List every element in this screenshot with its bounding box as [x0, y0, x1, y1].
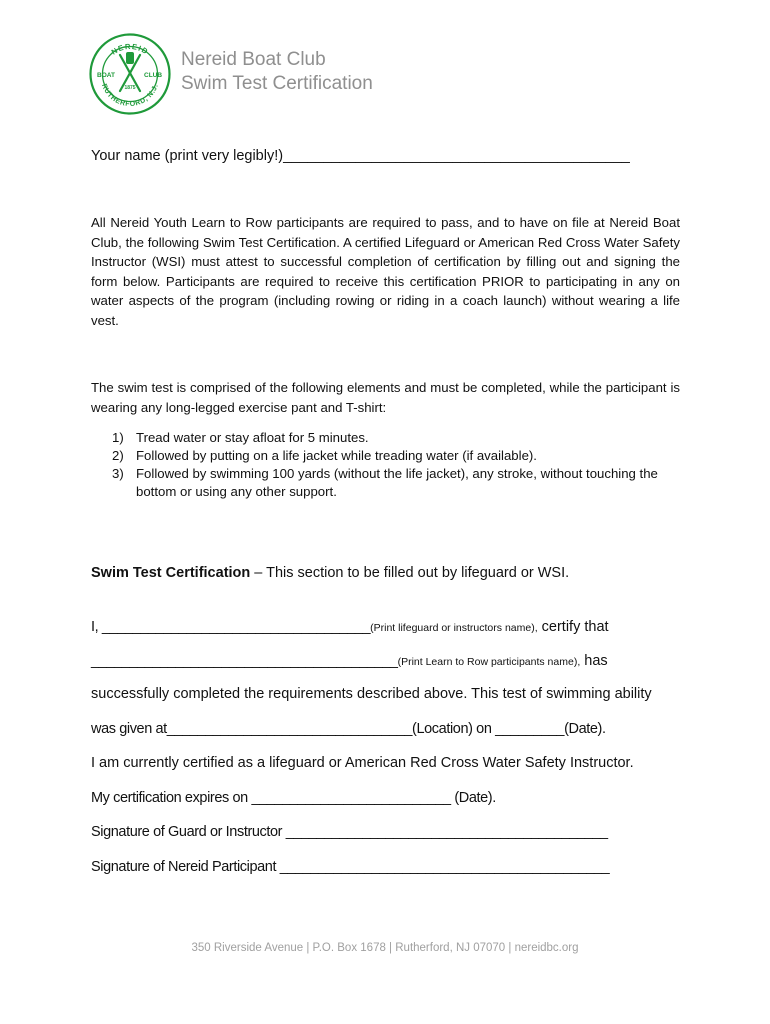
- location-date-line: was given at________________________________(Location) on _________(Date).: [91, 721, 606, 737]
- step-number: 2): [112, 448, 124, 463]
- step-text: Followed by putting on a life jacket while treading water (if available).: [136, 448, 537, 463]
- participant-signature-line: Signature of Nereid Participant ___________________________________________: [91, 859, 610, 875]
- intro-paragraph: All Nereid Youth Learn to Row participants are required to pass, and to have on file at Nereid Boat Club, the following Swim Test Certification. A certified Lifeguard or American Red Cross Water Safety Instructor (WSI) must attest to successful completion of certification by filling out and signing the form below. Participants are required to receive this certification PRIOR to participating in any on water aspects of the program (including rowing or riding in a coach launch) without wearing a life vest.: [91, 215, 680, 328]
- club-title: [181, 48, 373, 96]
- form-title: Swim Test Certification: [181, 73, 373, 94]
- svg-text:RUTHERFORD, N.J.: RUTHERFORD, N.J.: [100, 82, 160, 109]
- participant-name-hint: (Print Learn to Row participants name),: [397, 656, 581, 668]
- club-name: Nereid Boat Club: [181, 49, 326, 70]
- certification-statement: I am currently certified as a lifeguard or American Red Cross Water Safety Instructor.: [91, 755, 634, 771]
- svg-text:CLUB: CLUB: [144, 72, 163, 79]
- participant-name-suffix: has: [580, 653, 608, 669]
- instructor-name-suffix: certify that: [537, 619, 609, 635]
- expiration-line: My certification expires on __________________________ (Date).: [91, 790, 496, 806]
- footer-address: 350 Riverside Avenue | P.O. Box 1678 | Rutherford, NJ 07070 | nereidbc.org: [191, 942, 579, 954]
- certification-heading-bold: Swim Test Certification: [91, 565, 251, 581]
- list-item: [91, 465, 680, 501]
- step-text: Followed by swimming 100 yards (without the life jacket), any stroke, without touching the bottom or using any other support.: [136, 466, 658, 499]
- instructor-name-blank: I, ___________________________________: [91, 619, 371, 635]
- participant-name-line: [91, 651, 608, 672]
- instructor-signature-line: Signature of Guard or Instructor __________________________________________: [91, 824, 608, 840]
- certification-heading-rest: – This section to be filled out by lifeguard or WSI.: [250, 565, 570, 581]
- certification-heading: [91, 565, 569, 581]
- step-number: 1): [112, 430, 124, 445]
- participant-name-field: Your name (print very legibly!)___________________________________________: [91, 148, 630, 164]
- svg-text:BOAT: BOAT: [97, 72, 115, 79]
- svg-text:1875: 1875: [124, 85, 136, 91]
- completion-statement: successfully completed the requirements described above. This test of swimming ability: [91, 686, 652, 702]
- nereid-seal-logo: [89, 33, 171, 115]
- instructor-name-hint: (Print lifeguard or instructors name),: [370, 622, 538, 634]
- participant-name-blank: ________________________________________: [91, 653, 398, 669]
- list-item: [91, 447, 680, 465]
- list-item: [91, 429, 680, 447]
- step-number: 3): [112, 466, 124, 481]
- swim-test-steps: [91, 429, 680, 501]
- instructor-name-line: [91, 617, 609, 638]
- svg-text:NEREID: NEREID: [109, 41, 151, 57]
- swim-test-paragraph: The swim test is comprised of the following elements and must be completed, while the participant is wearing any long-legged exercise pant and T-shirt:: [91, 380, 680, 415]
- step-text: Tread water or stay afloat for 5 minutes.: [136, 430, 369, 445]
